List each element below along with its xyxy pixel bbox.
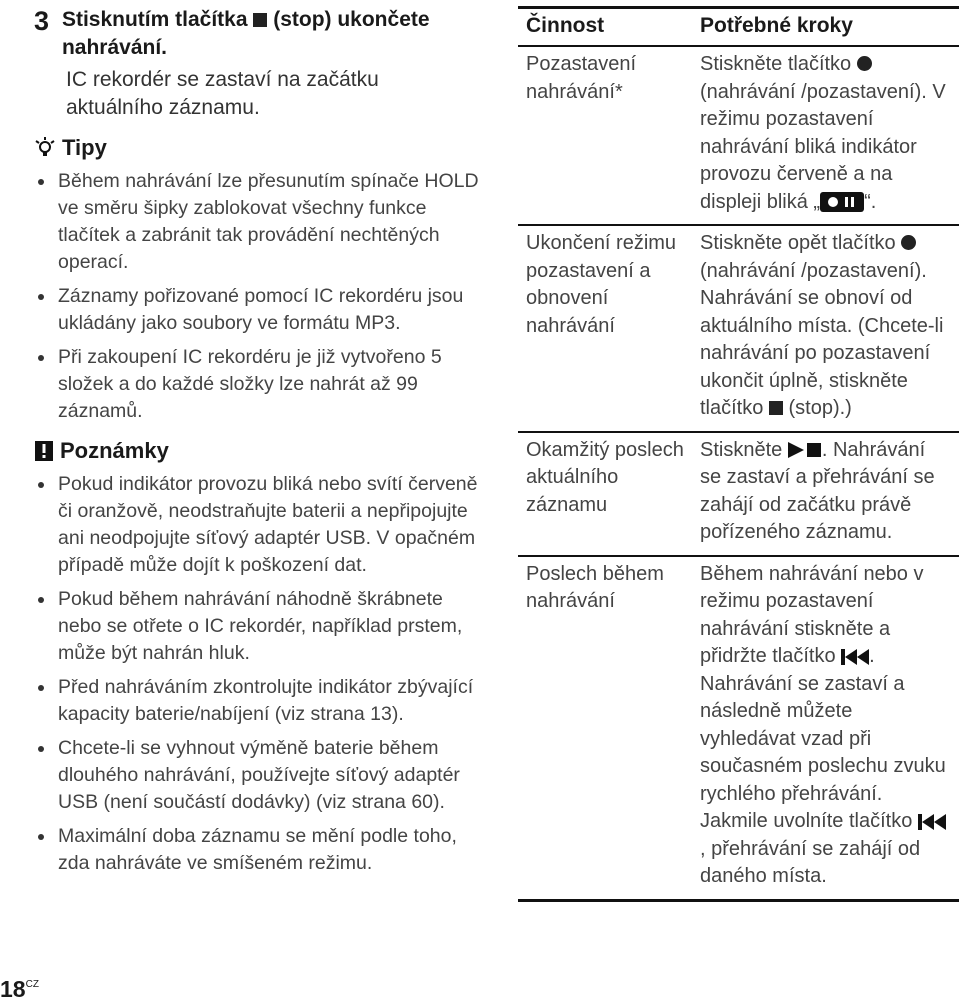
list-item: [34, 168, 480, 276]
tips-heading-label: Tipy: [62, 135, 107, 160]
steps-text: . Nahrávání se zastaví a následně můžete vyhledávat vzad při současném poslechu zvuku rychlého přehrávání. Jakmile uvolníte tlačítko: [700, 645, 946, 832]
steps-text: (nahrávání /pozastavení). V režimu pozastavení nahrávání bliká indikátor provozu červeně a na displeji bliká „: [700, 80, 946, 213]
tip-text: Během nahrávání lze přesunutím spínače HOLD ve směru šipky zablokovat všechny funkce tlačítek a zabránit tak provádění nechtěných operací.: [58, 170, 479, 273]
warning-icon: [34, 440, 54, 462]
tip-text: Při zakoupení IC rekordéru je již vytvořeno 5 složek a do každé složky lze nahrát až 99 záznamů.: [58, 346, 442, 422]
tips-list: [34, 168, 480, 425]
table-row: [518, 556, 959, 901]
header-action: Činnost: [518, 8, 692, 47]
list-item: [34, 471, 480, 579]
step-description: IC rekordér se zastaví na začátku aktuálního záznamu.: [66, 68, 379, 119]
note-text: Maximální doba záznamu se mění podle toho, zda nahráváte ve smíšeném režimu.: [58, 825, 457, 874]
bullet-icon: [38, 294, 44, 300]
steps-text: Stiskněte opět tlačítko: [700, 232, 896, 254]
list-item: [34, 823, 480, 877]
rewind-icon: [841, 649, 869, 665]
action-cell: Ukončení režimu pozastavení a obnovení nahrávání: [518, 225, 692, 432]
table-row: [518, 432, 959, 556]
notes-heading-label: Poznámky: [60, 438, 169, 463]
note-text: Před nahráváním zkontrolujte indikátor zbývající kapacity baterie/nabíjení (viz strana 13).: [58, 676, 474, 725]
bullet-icon: [38, 685, 44, 691]
list-item: [34, 735, 480, 816]
steps-text: “.: [864, 190, 877, 213]
lightbulb-icon: [34, 136, 56, 160]
table-row: [518, 225, 959, 432]
step-title: [62, 6, 480, 62]
steps-text: . Nahrávání se zastaví a přehrávání se zahájí od začátku právě pořízeného záznamu.: [700, 438, 935, 543]
steps-text: (stop).): [788, 397, 852, 419]
steps-text: , přehrávání se zahájí od daného místa.: [700, 837, 921, 887]
tip-text: Záznamy pořizované pomocí IC rekordéru jsou ukládány jako soubory ve formátu MP3.: [58, 285, 464, 334]
header-steps: Potřebné kroky: [692, 8, 959, 47]
list-item: [34, 586, 480, 667]
note-text: Pokud indikátor provozu bliká nebo svítí červeně či oranžově, neodstraňujte baterii a nepřipojujte ani neodpojujte síťový adaptér USB. V opačném případě může dojít k poškození dat.: [58, 473, 478, 576]
step-number: 3: [34, 6, 50, 36]
list-item: [34, 674, 480, 728]
actions-table: [518, 6, 959, 902]
steps-cell: [692, 432, 959, 556]
steps-text: Stiskněte tlačítko: [700, 53, 852, 75]
steps-cell: [692, 46, 959, 225]
steps-cell: [692, 225, 959, 432]
notes-list: [34, 471, 480, 877]
bullet-icon: [38, 746, 44, 752]
bullet-icon: [38, 179, 44, 185]
notes-heading: [34, 437, 480, 465]
steps-cell: [692, 556, 959, 901]
record-pause-icon: [820, 192, 864, 212]
list-item: [34, 283, 480, 337]
page-lang: CZ: [25, 979, 39, 990]
left-column: [34, 6, 480, 884]
steps-text: (nahrávání /pozastavení). Nahrávání se obnoví od aktuálního místa. (Chcete-li nahrávání po pozastavení ukončit úplně, stiskněte tlačítko: [700, 259, 944, 419]
table-row: [518, 46, 959, 225]
table-header-row: [518, 8, 959, 47]
list-item: [34, 344, 480, 425]
action-cell: Poslech během nahrávání: [518, 556, 692, 901]
record-icon: [901, 235, 916, 250]
record-icon: [857, 56, 872, 71]
stop-icon: [253, 13, 267, 27]
steps-text: Stiskněte: [700, 438, 783, 461]
bullet-icon: [38, 834, 44, 840]
action-cell: Okamžitý poslech aktuálního záznamu: [518, 432, 692, 556]
play-stop-icon: [788, 442, 822, 458]
bullet-icon: [38, 597, 44, 603]
steps-text: Během nahrávání nebo v režimu pozastavení nahrávání stiskněte a přidržte tlačítko: [700, 562, 924, 667]
bullet-icon: [38, 482, 44, 488]
page-number-value: 18: [0, 976, 26, 1002]
action-cell: Pozastavení nahrávání*: [518, 46, 692, 225]
step-3: [34, 6, 480, 62]
step-title-part1: Stisknutím tlačítka: [61, 8, 248, 31]
rewind-icon: [918, 814, 946, 830]
step-title-part2: (stop) ukončete nahrávání.: [61, 8, 430, 59]
tips-heading: [34, 134, 480, 162]
stop-icon: [769, 401, 783, 415]
note-text: Pokud během nahrávání náhodně škrábnete nebo se otřete o IC rekordér, například prstem, může být nahrán hluk.: [58, 588, 463, 664]
bullet-icon: [38, 355, 44, 361]
page-number: [0, 976, 39, 1003]
note-text: Chcete-li se vyhnout výměně baterie během dlouhého nahrávání, používejte síťový adaptér USB (není součástí dodávky) (viz strana 60).: [58, 737, 460, 813]
